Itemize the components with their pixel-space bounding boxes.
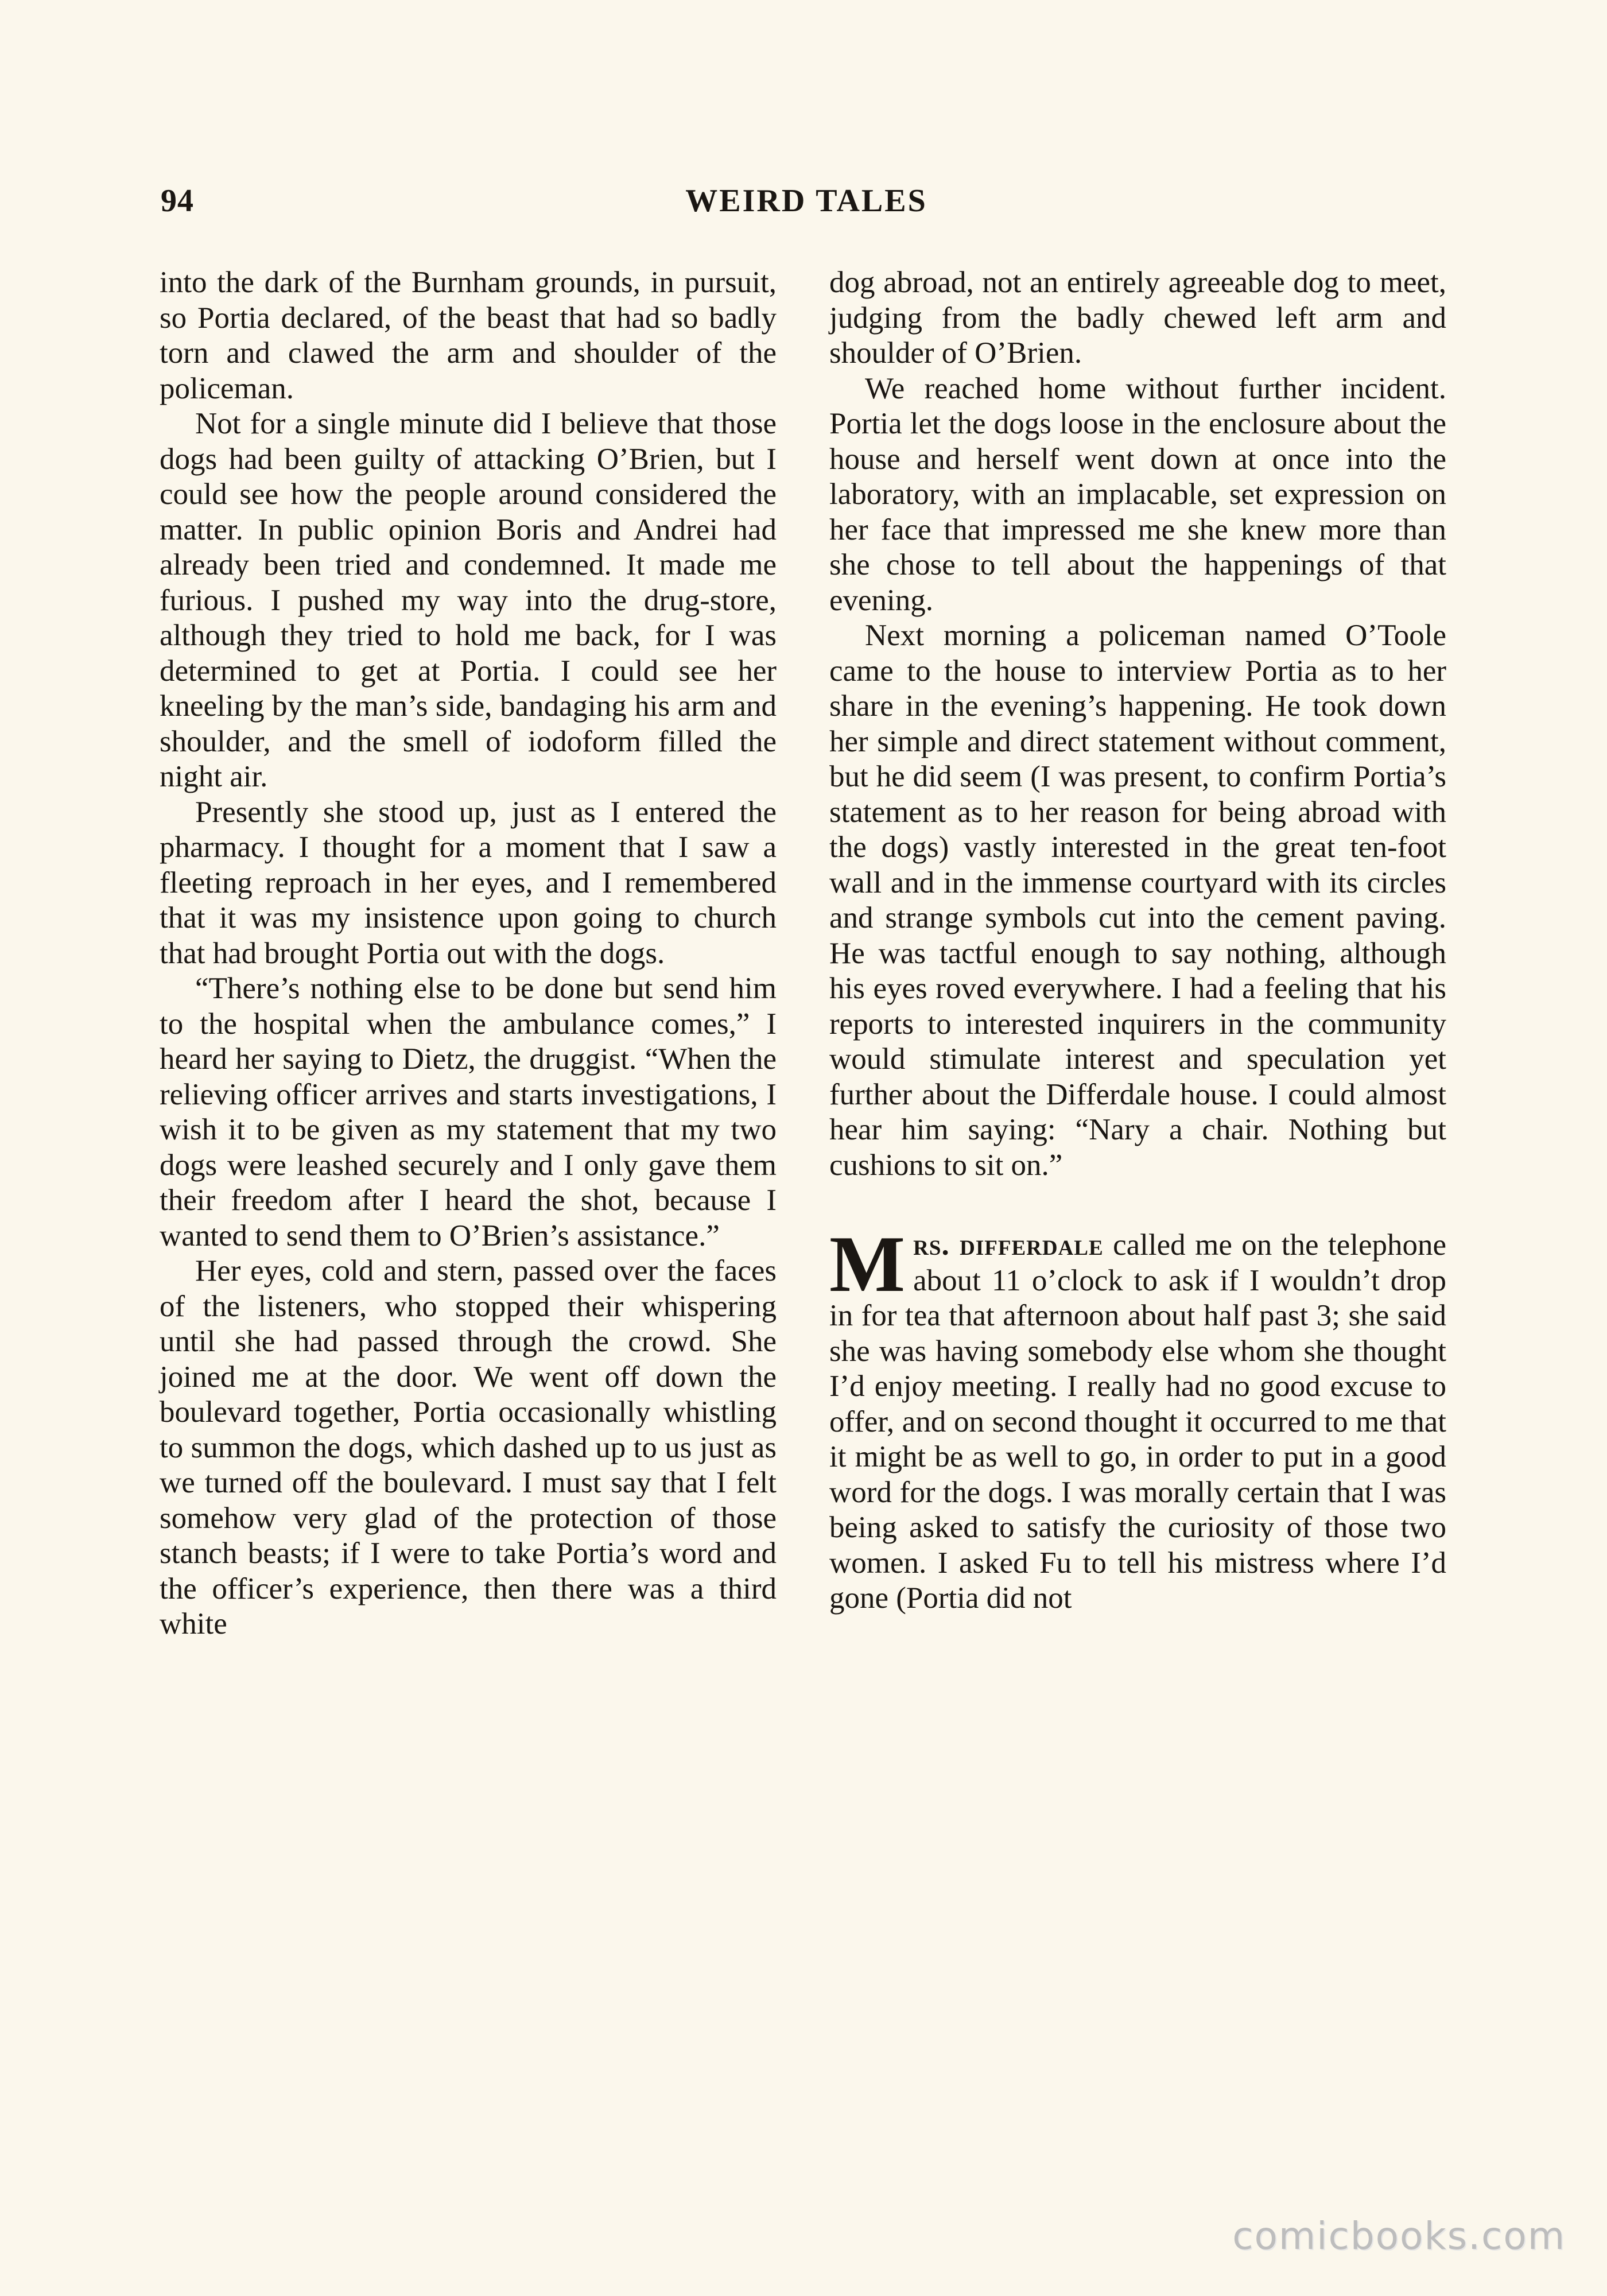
paragraph: “There’s nothing else to be done but send him to the hospital when the ambulance comes,” I heard her saying to Dietz, the druggist. “When the relieving officer arrives and starts investigations, I wish it to be given as my statement that my two dogs were leashed securely and I only gave them their freedom after I heard the shot, because I wanted to send them to O’Brien’s assistance.” <box>160 972 777 1252</box>
paragraph-body: called me on the telephone about 11 o’clock to ask if I wouldn’t drop in for tea that afternoon about half past 3; she said she was having somebody else whom she thought I’d enjoy meeting. I really had no good excuse to offer, and on second thought it occurred to me that it might be as well to go, in order to put in a good word for the dogs. I was morally certain that I was being asked to satisfy the curiosity of those two women. I asked Fu to tell his mistress where I’d gone (Portia did not <box>829 1228 1446 1615</box>
right-column <box>829 265 1446 1616</box>
page-number: 94 <box>161 183 194 219</box>
small-caps-lead: rs. differdale <box>913 1228 1104 1262</box>
paragraph: Presently she stood up, just as I entered the pharmacy. I thought for a moment that I saw a fleeting reproach in her eyes, and I remembered that it was my insistence upon going to church that had brought Portia out with the dogs. <box>160 795 777 970</box>
paragraph: dog abroad, not an entirely agreeable dog to meet, judging from the badly chewed left arm and shoulder of O’Brien. <box>829 266 1446 370</box>
section-break <box>829 1183 1446 1228</box>
running-head: WEIRD TALES <box>685 183 927 219</box>
page-header <box>161 183 1452 228</box>
section-opening-paragraph <box>829 1220 1446 1616</box>
drop-cap: M <box>829 1220 906 1309</box>
paragraph: Next morning a policeman named O’Toole came to the house to interview Portia as to her share in the evening’s happening. He took down her simple and direct statement without comment, but he did seem (I was present, to confirm Portia’s statement as to her reason for being abroad with the dogs) vastly interested in the great ten-foot wall and in the immense courtyard with its circles and strange symbols cut into the cement paving. He was tactful enough to say nothing, although his eyes roved everywhere. I had a feeling that his reports to interested inquirers in the community would stimulate interest and speculation yet further about the Differdale house. I could almost hear him saying: “Nary a chair. Nothing but cushions to sit on.” <box>829 619 1446 1182</box>
paragraph: Not for a single minute did I believe that those dogs had been guilty of attacking O’Brien, but I could see how the people around considered the matter. In public opinion Boris and Andrei had already been tried and condemned. It made me furious. I pushed my way into the drug-store, although they tried to hold me back, for I was determined to get at Portia. I could see her kneeling by the man’s side, bandaging his arm and shoulder, and the smell of iodoform filled the night air. <box>160 407 777 793</box>
paragraph: We reached home without further incident. Portia let the dogs loose in the enclosure about the house and herself went down at once into the laboratory, with an implacable, set expression on her face that impressed me she knew more than she chose to tell about the happenings of that evening. <box>829 371 1446 617</box>
left-column <box>160 265 777 1642</box>
watermark: comicbooks.com <box>1232 2214 1566 2258</box>
paragraph: Her eyes, cold and stern, passed over the faces of the listeners, who stopped their whispering until she had passed through the crowd. She joined me at the door. We went off down the boulevard together, Portia occasionally whistling to summon the dogs, which dashed up to us just as we turned off the boulevard. I must say that I felt somehow very glad of the protection of those stanch beasts; if I were to take Portia’s word and the officer’s experience, then there was a third white <box>160 1254 777 1640</box>
paragraph: into the dark of the Burnham grounds, in pursuit, so Portia declared, of the beast that had so badly torn and clawed the arm and shoulder of the policeman. <box>160 266 777 405</box>
